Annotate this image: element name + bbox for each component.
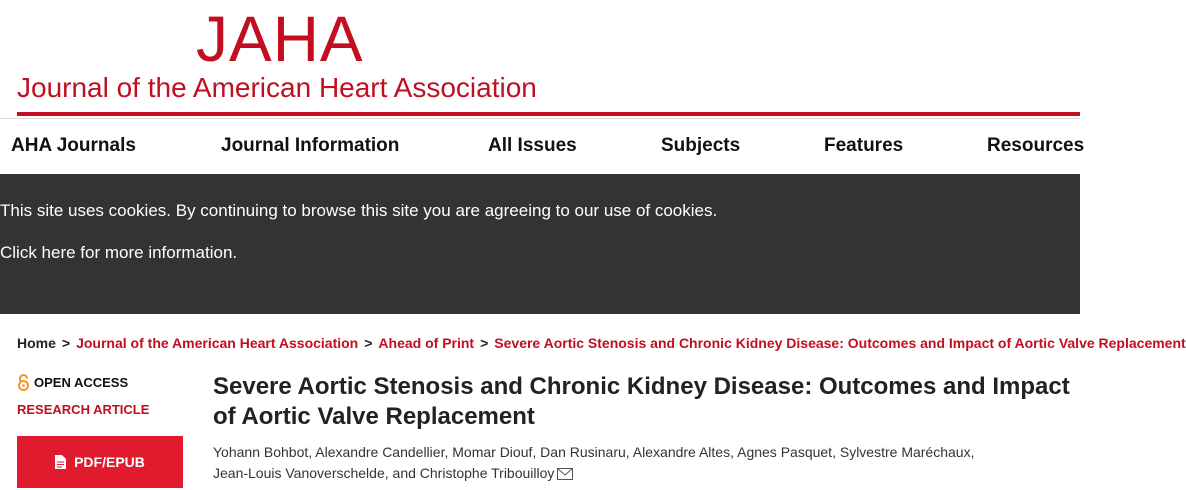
breadcrumb-home[interactable]: Home: [17, 335, 56, 351]
journal-logo-subtitle[interactable]: Journal of the American Heart Association: [17, 72, 537, 103]
pdf-epub-button[interactable]: [17, 436, 183, 488]
nav-item-features[interactable]: Features: [824, 135, 904, 156]
journal-logo-title[interactable]: JAHA: [196, 3, 364, 75]
nav-item-resources[interactable]: Resources: [987, 135, 1085, 156]
breadcrumb-journal[interactable]: Journal of the American Heart Association: [76, 335, 359, 351]
author-name[interactable]: Christophe Tribouilloy: [419, 465, 555, 481]
author-name[interactable]: Momar Diouf: [452, 444, 533, 460]
open-access-label: [17, 374, 128, 391]
breadcrumb-current-article[interactable]: Severe Aortic Stenosis and Chronic Kidney Disease: Outcomes and Impact of Aortic Valve Replacement: [494, 335, 1186, 351]
author-joiner: and: [392, 465, 416, 481]
author-list: Yohann Bohbot, Alexandre Candellier, Momar Diouf, Dan Rusinaru, Alexandre Altes, Agnes Pasquet, Sylvestre Maréchaux, Jean-Louis Vanoverschelde, and Christophe Tribouilloy: [213, 444, 975, 481]
header-red-rule: [17, 112, 1080, 116]
nav-item-journal-information[interactable]: Journal Information: [221, 135, 400, 156]
breadcrumb: [17, 335, 1186, 351]
pdf-epub-label: PDF/EPUB: [74, 454, 145, 470]
breadcrumb-separator: >: [61, 335, 71, 351]
author-name[interactable]: Agnes Pasquet: [737, 444, 833, 460]
cookie-message: This site uses cookies. By continuing to browse this site you are agreeing to our use of cookies.: [0, 201, 718, 220]
document-icon: [55, 455, 66, 469]
nav-item-subjects[interactable]: Subjects: [661, 135, 741, 156]
author-name[interactable]: Alexandre Altes: [632, 444, 731, 460]
open-access-text: OPEN ACCESS: [34, 375, 129, 390]
author-name[interactable]: Jean-Louis Vanoverschelde: [213, 465, 385, 481]
article-title: Severe Aortic Stenosis and Chronic Kidney Disease: Outcomes and Impact of Aortic Valve Replacement: [213, 373, 1070, 430]
cookie-banner: [0, 174, 1080, 314]
article-type[interactable]: RESEARCH ARTICLE: [17, 402, 150, 417]
author-name[interactable]: Sylvestre Maréchaux: [839, 444, 971, 460]
nav-item-aha-journals[interactable]: AHA Journals: [11, 135, 136, 156]
main-navigation: [0, 118, 1085, 175]
breadcrumb-separator: >: [364, 335, 373, 351]
breadcrumb-separator: >: [480, 335, 489, 351]
open-lock-icon: [17, 374, 30, 391]
breadcrumb-ahead-of-print[interactable]: Ahead of Print: [378, 335, 475, 351]
nav-item-all-issues[interactable]: All Issues: [488, 135, 577, 156]
author-name[interactable]: Alexandre Candellier: [315, 444, 445, 460]
cookie-more-info-link[interactable]: Click here for more information.: [0, 243, 238, 262]
envelope-icon[interactable]: [557, 468, 573, 480]
author-name[interactable]: Yohann Bohbot: [213, 444, 309, 460]
author-name[interactable]: Dan Rusinaru: [540, 444, 626, 460]
